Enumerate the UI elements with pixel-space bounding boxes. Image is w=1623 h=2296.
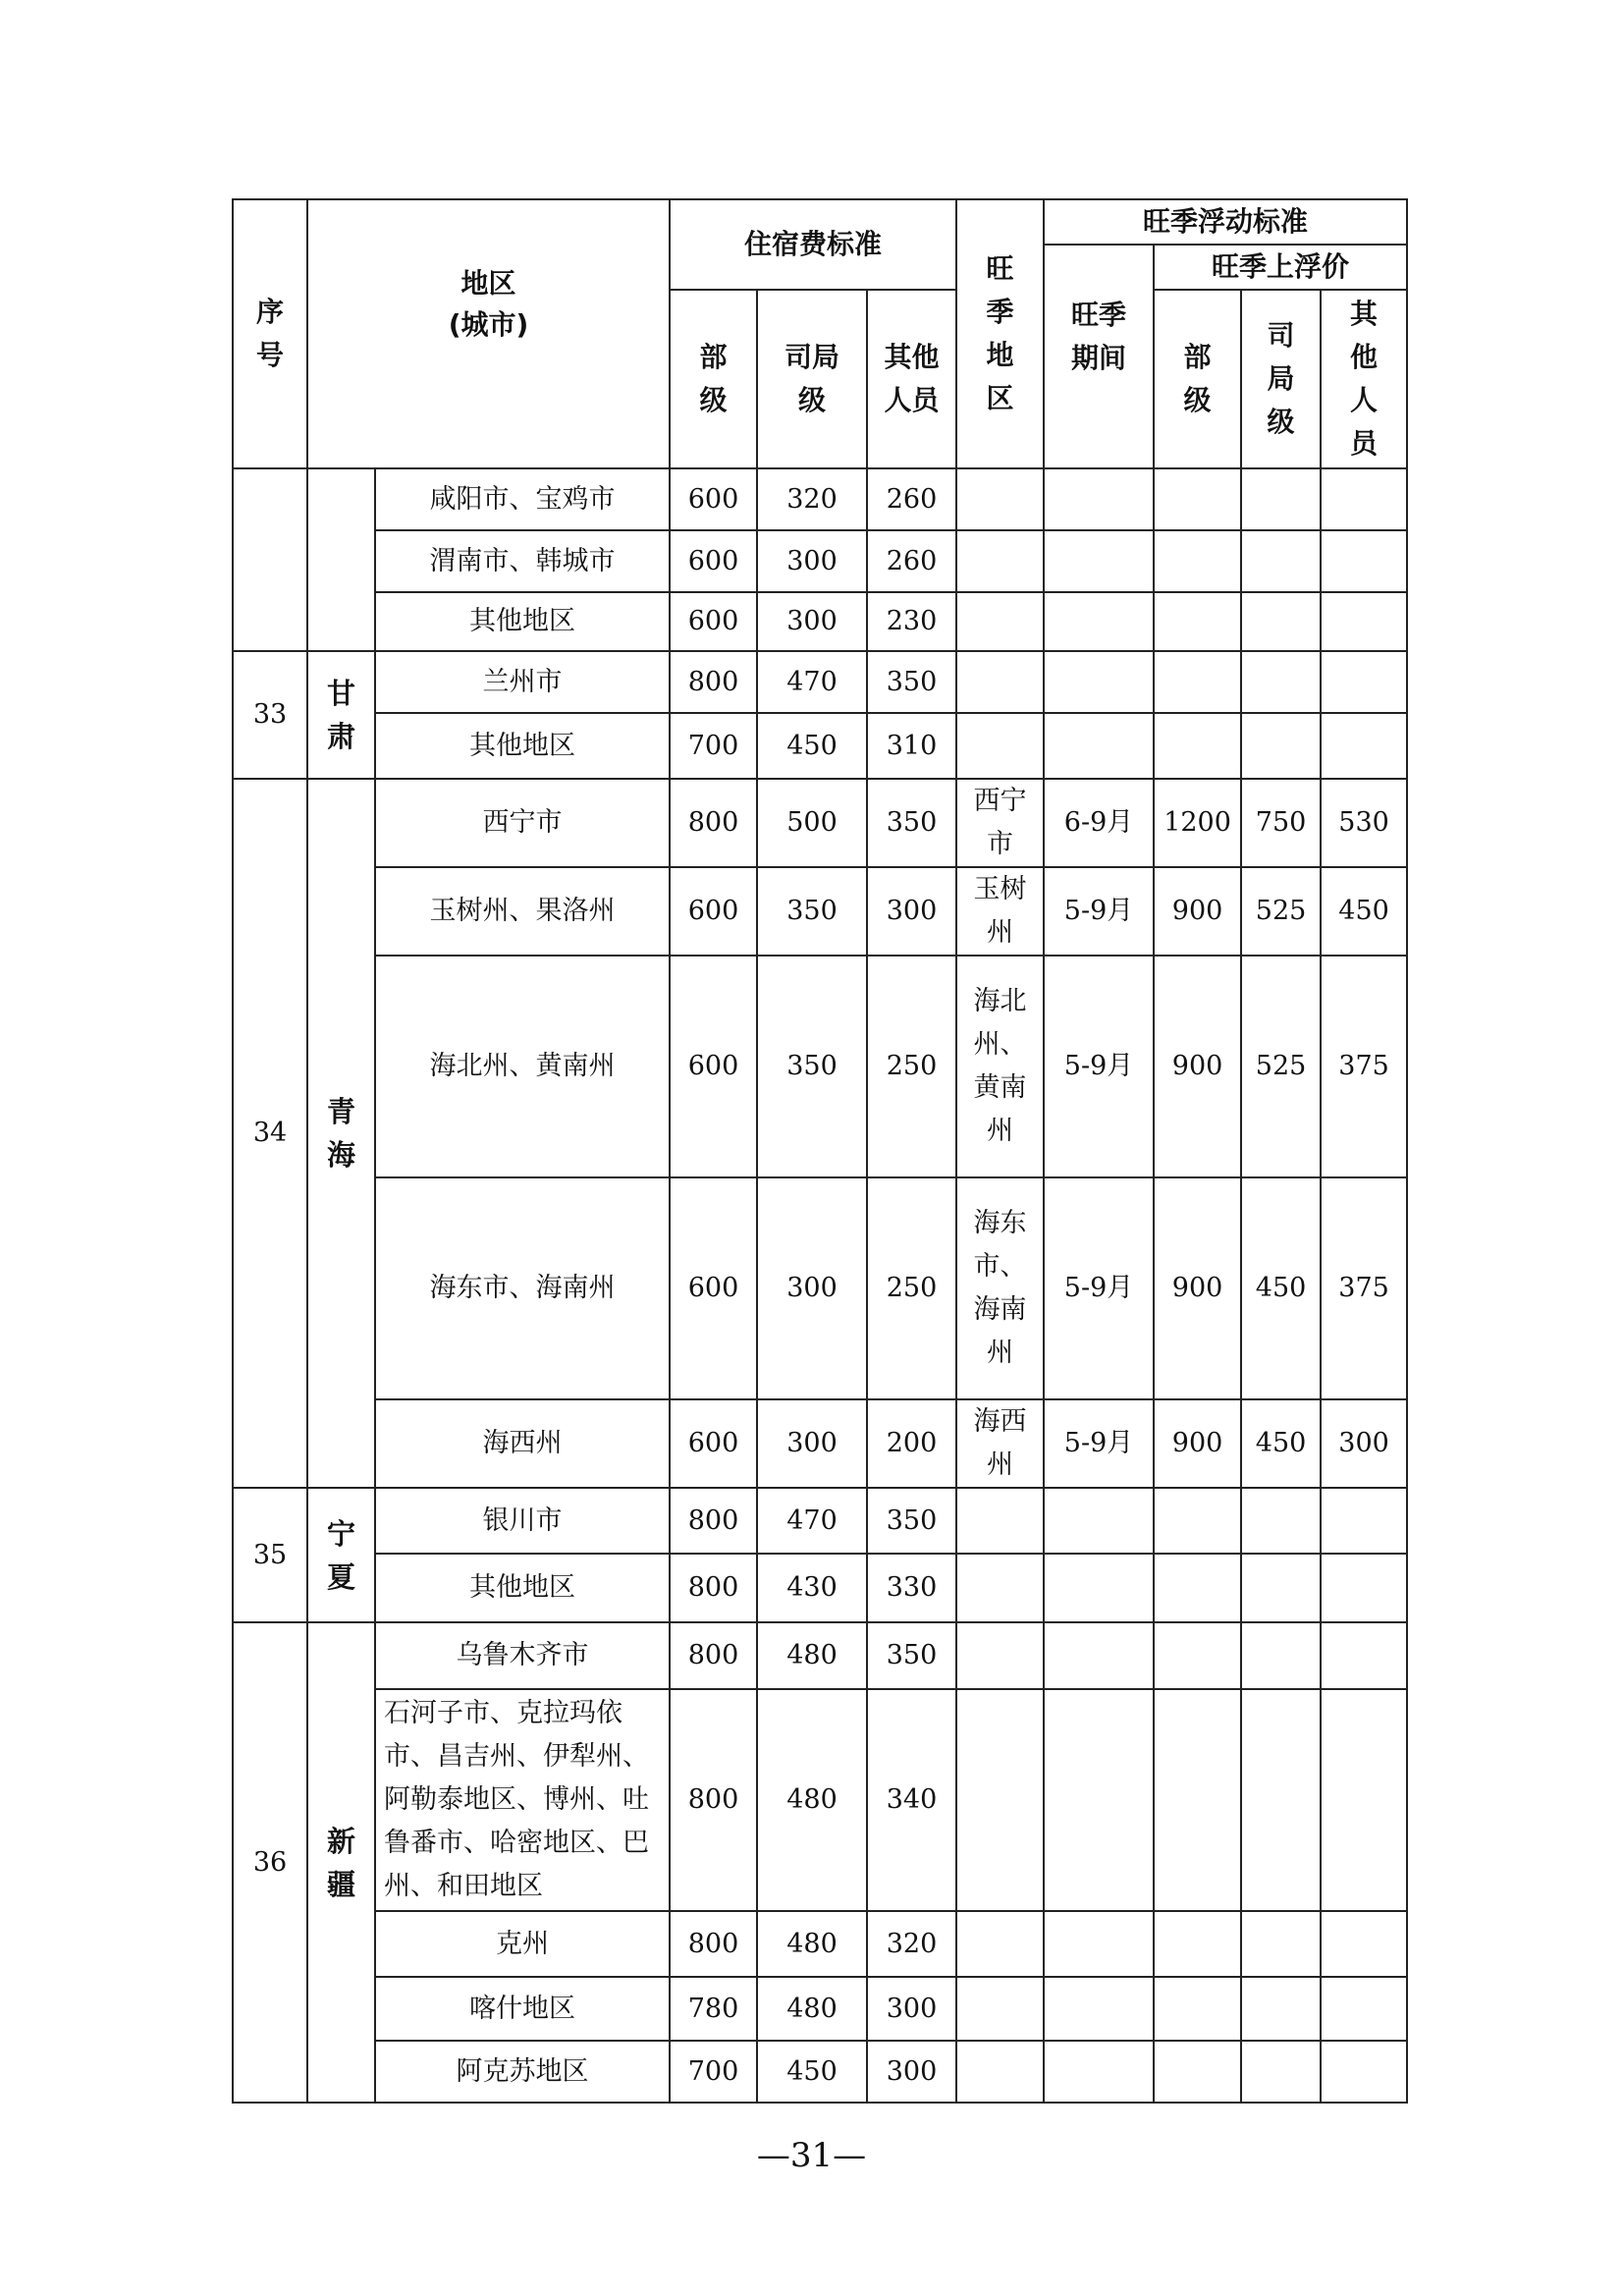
table-row bbox=[233, 779, 1407, 867]
peak-bureau-cell: 525 bbox=[1241, 867, 1321, 956]
peak-ministry-cell bbox=[1154, 1689, 1241, 1911]
value-ministry: 800 bbox=[670, 1488, 757, 1554]
value-bureau: 480 bbox=[757, 1911, 867, 1977]
peak-ministry-cell: 900 bbox=[1154, 1399, 1241, 1488]
table-row bbox=[233, 2041, 1407, 2103]
header-peak-ministry: 部级 bbox=[1154, 290, 1241, 468]
table-row bbox=[233, 713, 1407, 779]
peak-ministry-cell bbox=[1154, 2041, 1241, 2103]
table-row bbox=[233, 1911, 1407, 1977]
peak-ministry-cell: 1200 bbox=[1154, 779, 1241, 867]
peak-bureau-cell bbox=[1241, 1554, 1321, 1622]
value-others: 250 bbox=[867, 1177, 956, 1399]
peak-others-cell bbox=[1321, 530, 1407, 592]
area-cell: 其他地区 bbox=[375, 713, 670, 779]
peak-ministry-cell bbox=[1154, 1554, 1241, 1622]
table-row bbox=[233, 1689, 1407, 1911]
value-ministry: 600 bbox=[670, 1399, 757, 1488]
value-others: 300 bbox=[867, 2041, 956, 2103]
peak-period-cell: 5-9月 bbox=[1044, 1399, 1154, 1488]
peak-bureau-cell bbox=[1241, 1977, 1321, 2041]
table-row bbox=[233, 1399, 1407, 1488]
peak-period-cell bbox=[1044, 1911, 1154, 1977]
peak-bureau-cell: 750 bbox=[1241, 779, 1321, 867]
table-row bbox=[233, 651, 1407, 713]
area-cell: 玉树州、果洛州 bbox=[375, 867, 670, 956]
value-others: 350 bbox=[867, 1622, 956, 1689]
peak-region-cell bbox=[956, 1977, 1044, 2041]
peak-others-cell bbox=[1321, 1911, 1407, 1977]
peak-period-cell bbox=[1044, 1554, 1154, 1622]
peak-bureau-cell bbox=[1241, 2041, 1321, 2103]
value-bureau: 300 bbox=[757, 592, 867, 651]
peak-bureau-cell bbox=[1241, 1622, 1321, 1689]
value-ministry: 700 bbox=[670, 713, 757, 779]
area-cell: 咸阳市、宝鸡市 bbox=[375, 468, 670, 530]
peak-others-cell bbox=[1321, 468, 1407, 530]
peak-others-cell: 300 bbox=[1321, 1399, 1407, 1488]
area-cell: 阿克苏地区 bbox=[375, 2041, 670, 2103]
value-ministry: 600 bbox=[670, 956, 757, 1177]
header-lodging-ministry: 部级 bbox=[670, 290, 757, 468]
area-cell: 海北州、黄南州 bbox=[375, 956, 670, 1177]
value-ministry: 700 bbox=[670, 2041, 757, 2103]
value-bureau: 350 bbox=[757, 956, 867, 1177]
peak-others-cell: 450 bbox=[1321, 867, 1407, 956]
area-cell: 银川市 bbox=[375, 1488, 670, 1554]
value-others: 310 bbox=[867, 713, 956, 779]
peak-others-cell bbox=[1321, 1622, 1407, 1689]
seq-cell: 36 bbox=[233, 1622, 307, 2103]
table-row bbox=[233, 1177, 1407, 1399]
area-cell: 海西州 bbox=[375, 1399, 670, 1488]
peak-region-cell bbox=[956, 1488, 1044, 1554]
peak-period-cell bbox=[1044, 651, 1154, 713]
table-row bbox=[233, 1488, 1407, 1554]
peak-period-cell bbox=[1044, 713, 1154, 779]
peak-period-cell bbox=[1044, 592, 1154, 651]
table-row bbox=[233, 530, 1407, 592]
header-region: 地区 (城市) bbox=[307, 199, 670, 468]
peak-bureau-cell bbox=[1241, 592, 1321, 651]
header-peak-others: 其他人员 bbox=[1321, 290, 1407, 468]
province-cell: 宁夏 bbox=[307, 1488, 375, 1622]
value-ministry: 600 bbox=[670, 592, 757, 651]
header-peak-bureau: 司局级 bbox=[1241, 290, 1321, 468]
table-row bbox=[233, 1622, 1407, 1689]
seq-cell: 33 bbox=[233, 651, 307, 779]
peak-ministry-cell bbox=[1154, 468, 1241, 530]
peak-others-cell bbox=[1321, 1488, 1407, 1554]
value-bureau: 300 bbox=[757, 1177, 867, 1399]
header-peak-float: 旺季浮动标准 bbox=[1044, 199, 1407, 245]
peak-ministry-cell bbox=[1154, 592, 1241, 651]
peak-region-cell bbox=[956, 1911, 1044, 1977]
area-cell: 渭南市、韩城市 bbox=[375, 530, 670, 592]
peak-others-cell bbox=[1321, 713, 1407, 779]
peak-region-cell bbox=[956, 651, 1044, 713]
value-others: 230 bbox=[867, 592, 956, 651]
peak-ministry-cell bbox=[1154, 651, 1241, 713]
peak-bureau-cell bbox=[1241, 1689, 1321, 1911]
value-others: 340 bbox=[867, 1689, 956, 1911]
peak-region-cell bbox=[956, 1554, 1044, 1622]
peak-others-cell bbox=[1321, 1689, 1407, 1911]
value-others: 330 bbox=[867, 1554, 956, 1622]
value-others: 350 bbox=[867, 1488, 956, 1554]
peak-ministry-cell bbox=[1154, 530, 1241, 592]
area-cell: 西宁市 bbox=[375, 779, 670, 867]
peak-ministry-cell bbox=[1154, 1911, 1241, 1977]
peak-bureau-cell bbox=[1241, 530, 1321, 592]
seq-cell: 34 bbox=[233, 779, 307, 1488]
peak-bureau-cell bbox=[1241, 713, 1321, 779]
peak-ministry-cell: 900 bbox=[1154, 867, 1241, 956]
province-cell: 新疆 bbox=[307, 1622, 375, 2103]
value-ministry: 600 bbox=[670, 530, 757, 592]
header-lodging: 住宿费标准 bbox=[670, 199, 956, 290]
peak-bureau-cell: 450 bbox=[1241, 1177, 1321, 1399]
peak-region-cell: 西宁市 bbox=[956, 779, 1044, 867]
peak-period-cell bbox=[1044, 1689, 1154, 1911]
area-cell: 其他地区 bbox=[375, 1554, 670, 1622]
table-row bbox=[233, 1977, 1407, 2041]
peak-region-cell: 海东市、海南州 bbox=[956, 1177, 1044, 1399]
area-cell: 石河子市、克拉玛依市、昌吉州、伊犁州、阿勒泰地区、博州、吐鲁番市、哈密地区、巴州、和田地区 bbox=[375, 1689, 670, 1911]
value-ministry: 600 bbox=[670, 867, 757, 956]
peak-ministry-cell: 900 bbox=[1154, 1177, 1241, 1399]
peak-region-cell bbox=[956, 2041, 1044, 2103]
seq-cell: 35 bbox=[233, 1488, 307, 1622]
peak-others-cell: 375 bbox=[1321, 1177, 1407, 1399]
table-row bbox=[233, 468, 1407, 530]
peak-region-cell bbox=[956, 592, 1044, 651]
value-others: 260 bbox=[867, 468, 956, 530]
peak-ministry-cell: 900 bbox=[1154, 956, 1241, 1177]
peak-ministry-cell bbox=[1154, 713, 1241, 779]
table-row bbox=[233, 956, 1407, 1177]
header-peak-price: 旺季上浮价 bbox=[1154, 245, 1407, 290]
peak-period-cell: 5-9月 bbox=[1044, 867, 1154, 956]
area-cell: 其他地区 bbox=[375, 592, 670, 651]
value-others: 260 bbox=[867, 530, 956, 592]
province-cell: 青海 bbox=[307, 779, 375, 1488]
value-bureau: 350 bbox=[757, 867, 867, 956]
value-bureau: 480 bbox=[757, 1689, 867, 1911]
peak-period-cell bbox=[1044, 1977, 1154, 2041]
value-others: 300 bbox=[867, 1977, 956, 2041]
value-bureau: 500 bbox=[757, 779, 867, 867]
area-cell: 喀什地区 bbox=[375, 1977, 670, 2041]
peak-period-cell bbox=[1044, 468, 1154, 530]
peak-others-cell: 530 bbox=[1321, 779, 1407, 867]
header-peak-region: 旺季地区 bbox=[956, 199, 1044, 468]
peak-bureau-cell: 525 bbox=[1241, 956, 1321, 1177]
peak-region-cell: 海西州 bbox=[956, 1399, 1044, 1488]
peak-period-cell bbox=[1044, 1622, 1154, 1689]
peak-bureau-cell bbox=[1241, 1488, 1321, 1554]
value-ministry: 780 bbox=[670, 1977, 757, 2041]
peak-others-cell bbox=[1321, 1554, 1407, 1622]
peak-region-cell bbox=[956, 1689, 1044, 1911]
value-bureau: 300 bbox=[757, 1399, 867, 1488]
table-row bbox=[233, 1554, 1407, 1622]
area-cell: 乌鲁木齐市 bbox=[375, 1622, 670, 1689]
value-others: 300 bbox=[867, 867, 956, 956]
header-seq: 序号 bbox=[233, 199, 307, 468]
value-bureau: 480 bbox=[757, 1977, 867, 2041]
peak-period-cell bbox=[1044, 2041, 1154, 2103]
peak-others-cell bbox=[1321, 651, 1407, 713]
value-ministry: 600 bbox=[670, 1177, 757, 1399]
peak-region-cell: 海北州、黄南州 bbox=[956, 956, 1044, 1177]
table-row bbox=[233, 592, 1407, 651]
value-bureau: 470 bbox=[757, 1488, 867, 1554]
peak-region-cell: 玉树州 bbox=[956, 867, 1044, 956]
value-others: 320 bbox=[867, 1911, 956, 1977]
peak-region-cell bbox=[956, 713, 1044, 779]
value-ministry: 800 bbox=[670, 1689, 757, 1911]
value-others: 200 bbox=[867, 1399, 956, 1488]
value-bureau: 450 bbox=[757, 2041, 867, 2103]
value-others: 250 bbox=[867, 956, 956, 1177]
peak-ministry-cell bbox=[1154, 1488, 1241, 1554]
peak-bureau-cell bbox=[1241, 651, 1321, 713]
peak-period-cell bbox=[1044, 530, 1154, 592]
value-ministry: 600 bbox=[670, 468, 757, 530]
value-ministry: 800 bbox=[670, 1911, 757, 1977]
value-others: 350 bbox=[867, 779, 956, 867]
page-number: —31— bbox=[756, 2136, 867, 2175]
seq-cell bbox=[233, 468, 307, 651]
value-bureau: 300 bbox=[757, 530, 867, 592]
value-bureau: 480 bbox=[757, 1622, 867, 1689]
value-ministry: 800 bbox=[670, 1554, 757, 1622]
value-ministry: 800 bbox=[670, 651, 757, 713]
peak-region-cell bbox=[956, 1622, 1044, 1689]
peak-period-cell: 6-9月 bbox=[1044, 779, 1154, 867]
header-lodging-others: 其他人员 bbox=[867, 290, 956, 468]
peak-bureau-cell bbox=[1241, 1911, 1321, 1977]
value-bureau: 320 bbox=[757, 468, 867, 530]
peak-period-cell bbox=[1044, 1488, 1154, 1554]
header-peak-period: 旺季期间 bbox=[1044, 245, 1154, 468]
peak-ministry-cell bbox=[1154, 1622, 1241, 1689]
area-cell: 兰州市 bbox=[375, 651, 670, 713]
value-others: 350 bbox=[867, 651, 956, 713]
peak-others-cell: 375 bbox=[1321, 956, 1407, 1177]
table-row bbox=[233, 867, 1407, 956]
value-bureau: 470 bbox=[757, 651, 867, 713]
area-cell: 克州 bbox=[375, 1911, 670, 1977]
value-ministry: 800 bbox=[670, 1622, 757, 1689]
peak-period-cell: 5-9月 bbox=[1044, 1177, 1154, 1399]
peak-bureau-cell bbox=[1241, 468, 1321, 530]
area-cell: 海东市、海南州 bbox=[375, 1177, 670, 1399]
lodging-standard-table bbox=[232, 198, 1408, 2104]
province-cell bbox=[307, 468, 375, 651]
value-bureau: 450 bbox=[757, 713, 867, 779]
peak-bureau-cell: 450 bbox=[1241, 1399, 1321, 1488]
value-bureau: 430 bbox=[757, 1554, 867, 1622]
province-cell: 甘肃 bbox=[307, 651, 375, 779]
peak-period-cell: 5-9月 bbox=[1044, 956, 1154, 1177]
peak-region-cell bbox=[956, 468, 1044, 530]
header-lodging-bureau: 司局级 bbox=[757, 290, 867, 468]
peak-others-cell bbox=[1321, 592, 1407, 651]
peak-region-cell bbox=[956, 530, 1044, 592]
value-ministry: 800 bbox=[670, 779, 757, 867]
peak-others-cell bbox=[1321, 1977, 1407, 2041]
peak-ministry-cell bbox=[1154, 1977, 1241, 2041]
peak-others-cell bbox=[1321, 2041, 1407, 2103]
